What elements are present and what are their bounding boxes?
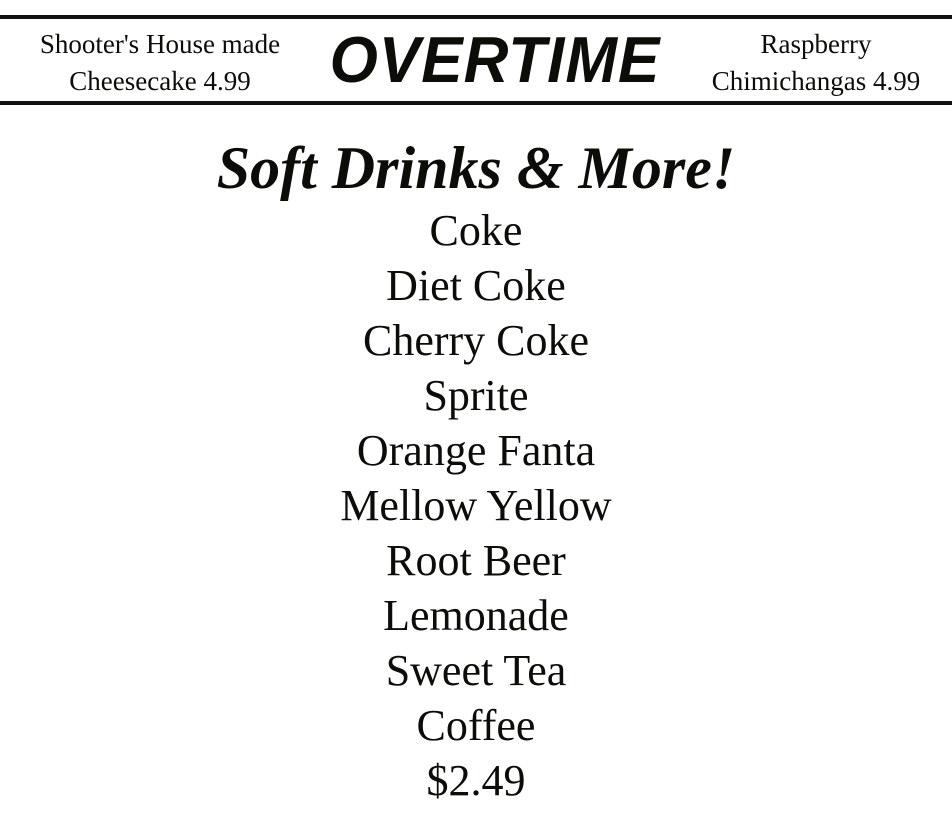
drink-item: Cherry Coke: [362, 316, 590, 365]
drink-item: Root Beer: [386, 536, 566, 585]
drink-item: Mellow Yellow: [340, 481, 612, 530]
drink-item: Diet Coke: [386, 261, 566, 310]
restaurant-title: OVERTIME: [329, 24, 661, 97]
dessert-special-right-line2: Chimichangas 4.99: [711, 66, 921, 96]
dessert-special-left-line2: Cheesecake 4.99: [69, 66, 251, 96]
header-banner: [0, 15, 952, 105]
drink-item: Coke: [429, 206, 523, 255]
drink-item: Orange Fanta: [356, 426, 596, 475]
dessert-special-left: [6, 26, 314, 100]
section-title: Soft Drinks & More!: [216, 135, 736, 201]
drink-item: Lemonade: [383, 591, 569, 640]
drink-item: Sweet Tea: [385, 646, 567, 695]
drink-item: Coffee: [416, 701, 536, 750]
drink-list: [0, 203, 952, 753]
dessert-special-right: [686, 26, 946, 100]
drink-item: Sprite: [423, 371, 529, 420]
dessert-special-right-line1: Raspberry: [760, 29, 872, 59]
drink-price: $2.49: [426, 756, 526, 805]
dessert-special-left-line1: Shooter's House made: [39, 29, 281, 59]
